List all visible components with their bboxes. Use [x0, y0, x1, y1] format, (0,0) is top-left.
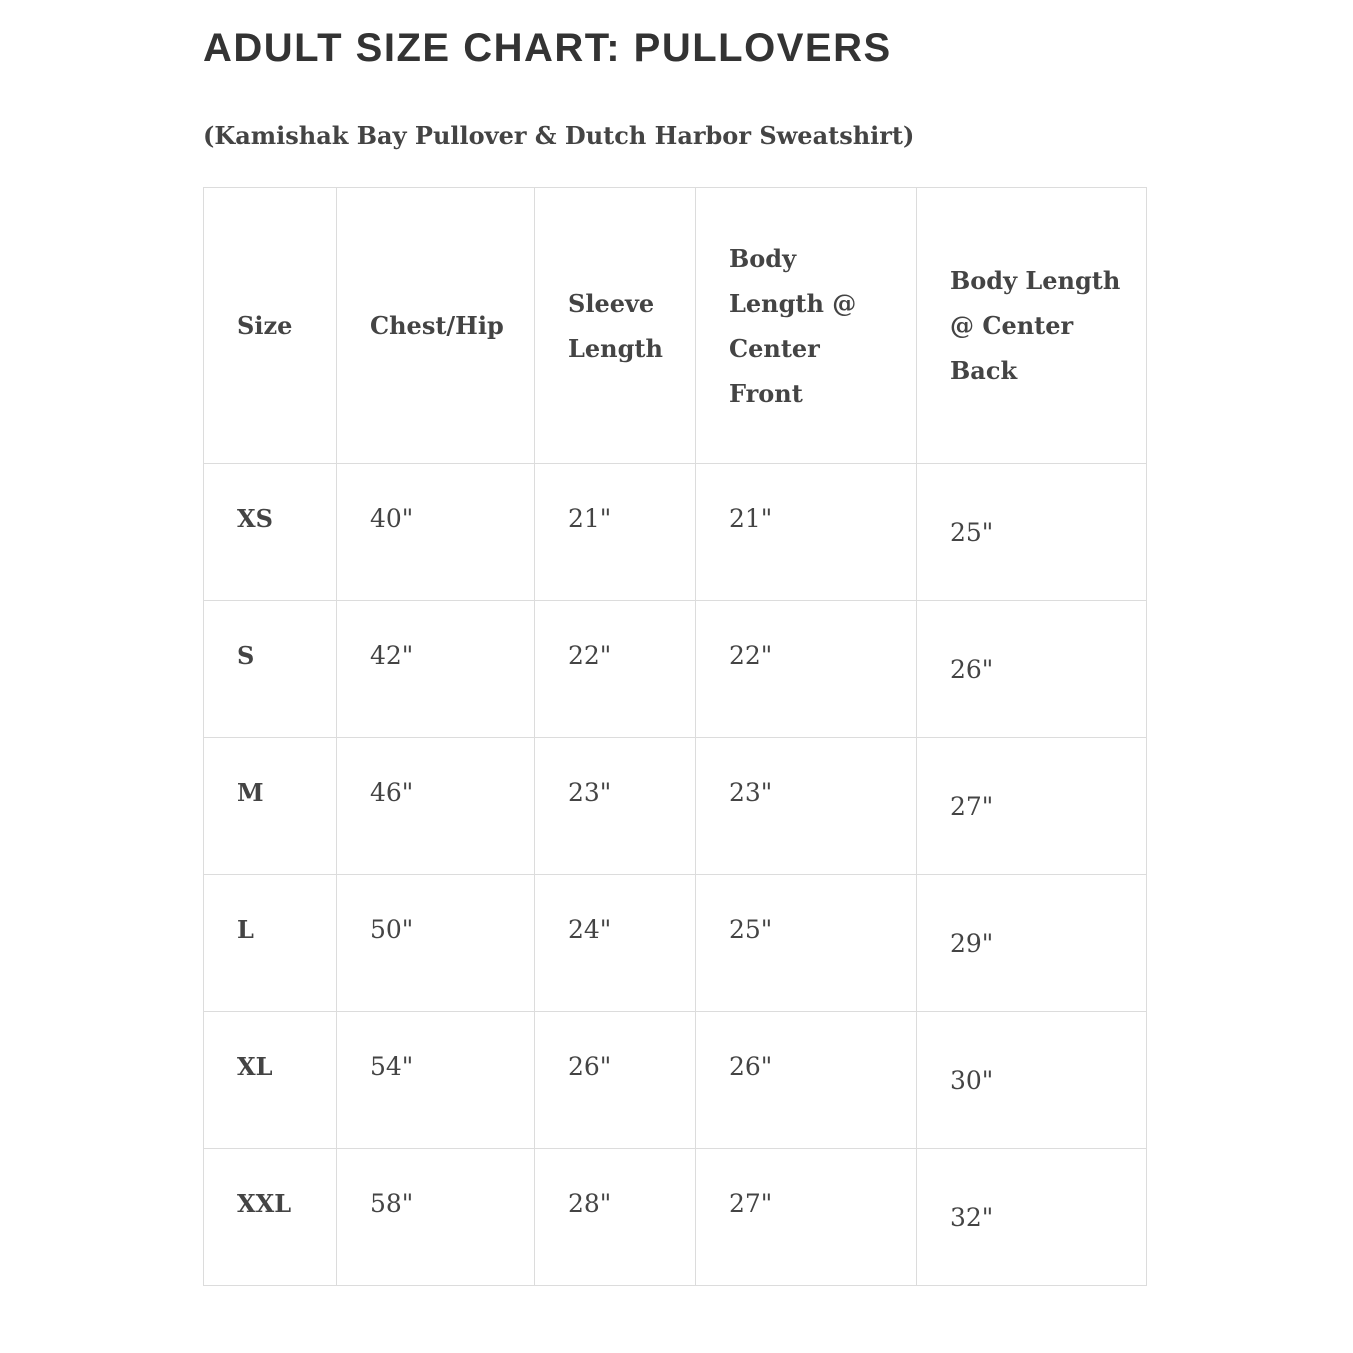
table-row: [204, 601, 1147, 738]
body-length-front-cell: 23": [696, 738, 917, 875]
sleeve-length-cell: 22": [535, 601, 696, 738]
sleeve-length-cell: 21": [535, 464, 696, 601]
header-body-length-front: Body Length @ Center Front: [696, 188, 917, 464]
size-cell: XXL: [204, 1149, 337, 1286]
table-row: [204, 1012, 1147, 1149]
page-title: ADULT SIZE CHART: PULLOVERS: [203, 26, 892, 70]
table-row: [204, 875, 1147, 1012]
body-length-back-cell: 30": [917, 1012, 1147, 1149]
size-cell: XS: [204, 464, 337, 601]
size-cell: XL: [204, 1012, 337, 1149]
chest-hip-cell: 42": [337, 601, 535, 738]
body-length-front-cell: 25": [696, 875, 917, 1012]
table-row: [204, 464, 1147, 601]
size-cell: M: [204, 738, 337, 875]
body-length-front-cell: 22": [696, 601, 917, 738]
chest-hip-cell: 46": [337, 738, 535, 875]
header-chest-hip: Chest/Hip: [337, 188, 535, 464]
body-length-front-cell: 26": [696, 1012, 917, 1149]
header-body-length-back: Body Length @ Center Back: [917, 188, 1147, 464]
chest-hip-cell: 58": [337, 1149, 535, 1286]
sleeve-length-cell: 26": [535, 1012, 696, 1149]
size-chart-table: [203, 187, 1147, 1286]
table-row: [204, 1149, 1147, 1286]
header-size: Size: [204, 188, 337, 464]
sleeve-length-cell: 28": [535, 1149, 696, 1286]
sleeve-length-cell: 23": [535, 738, 696, 875]
body-length-front-cell: 21": [696, 464, 917, 601]
table-row: [204, 738, 1147, 875]
body-length-back-cell: 25": [917, 464, 1147, 601]
body-length-back-cell: 26": [917, 601, 1147, 738]
chest-hip-cell: 54": [337, 1012, 535, 1149]
header-sleeve-length: Sleeve Length: [535, 188, 696, 464]
table-header-row: [204, 188, 1147, 464]
size-cell: L: [204, 875, 337, 1012]
sleeve-length-cell: 24": [535, 875, 696, 1012]
chest-hip-cell: 50": [337, 875, 535, 1012]
chest-hip-cell: 40": [337, 464, 535, 601]
size-cell: S: [204, 601, 337, 738]
page-subtitle: (Kamishak Bay Pullover & Dutch Harbor Sweatshirt): [203, 121, 915, 150]
body-length-back-cell: 27": [917, 738, 1147, 875]
body-length-back-cell: 29": [917, 875, 1147, 1012]
body-length-back-cell: 32": [917, 1149, 1147, 1286]
body-length-front-cell: 27": [696, 1149, 917, 1286]
